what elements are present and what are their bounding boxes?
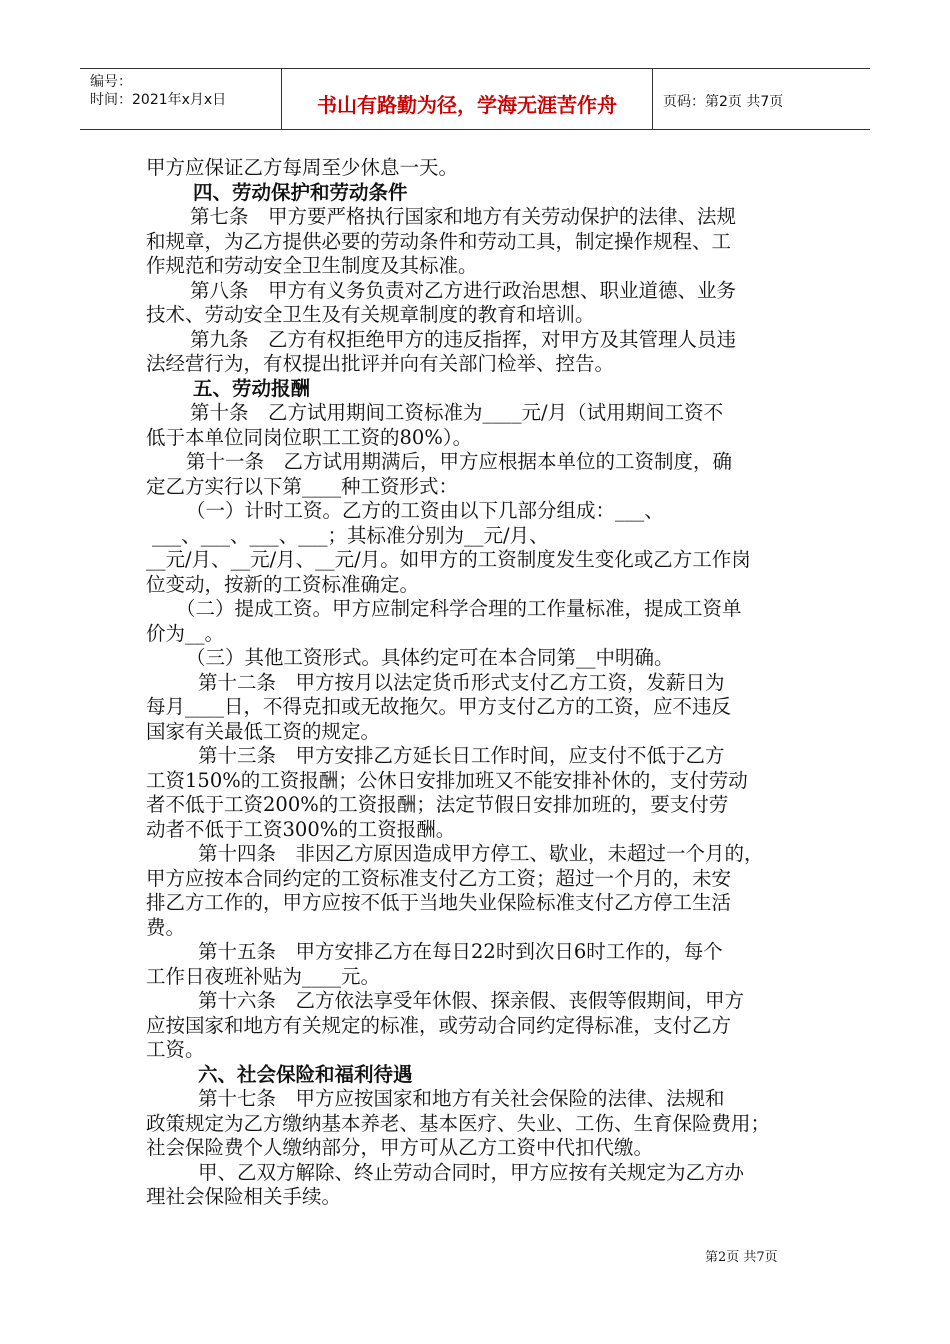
body-line: 应按国家和地方有关规定的标准，或劳动合同约定得标准，支付乙方	[146, 1013, 732, 1037]
section-heading: 六、社会保险和福利待遇	[198, 1062, 413, 1086]
page-header	[80, 68, 870, 130]
article-8: 第八条 甲方有义务负责对乙方进行政治思想、职业道德、业务	[190, 278, 737, 302]
body-line: __元/月、__元/月、__元/月。如甲方的工资制度发生变化或乙方工作岗	[146, 548, 751, 571]
document-body	[146, 156, 811, 1210]
body-line: 甲方应按本合同约定的工资标准支付乙方工资；超过一个月的，未安	[146, 866, 732, 890]
article-10: 第十条 乙方试用期间工资标准为____元/月（试用期间工资不	[190, 401, 724, 424]
article-17: 第十七条 甲方应按国家和地方有关社会保险的法律、法规和	[198, 1087, 725, 1110]
article-11: 第十一条 乙方试用期满后，甲方应根据本单位的工资制度，确	[186, 450, 733, 473]
body-line: 排乙方工作的，甲方应按不低于当地失业保险标准支付乙方停工生活	[146, 891, 732, 914]
body-line: 价为__。	[146, 621, 225, 645]
footer-page-number: 第2页 共7页	[705, 1250, 778, 1265]
wage-form-3: （三）其他工资形式。具体约定可在本合同第__中明确。	[186, 646, 674, 669]
body-line: 甲方应保证乙方每周至少休息一天。	[146, 156, 459, 179]
article-15: 第十五条 甲方安排乙方在每日22时到次日6时工作的，每个	[198, 940, 723, 963]
body-line: 社会保险费个人缴纳部分，甲方可从乙方工资中代扣代缴。	[146, 1136, 654, 1159]
article-14: 第十四条 非因乙方原因造成甲方停工、歇业，未超过一个月的，	[198, 842, 764, 865]
section-heading: 五、劳动报酬	[193, 376, 311, 400]
body-line: 定乙方实行以下第____种工资形式：	[146, 474, 459, 498]
wage-form-1: （一）计时工资。乙方的工资由以下几部分组成：___、	[186, 499, 664, 522]
body-line: 动者不低于工资300%的工资报酬。	[146, 817, 456, 841]
document-date-label: 时间：2021年x月x日	[90, 92, 227, 108]
body-line: 甲、乙双方解除、终止劳动合同时，甲方应按有关规定为乙方办	[198, 1160, 745, 1184]
header-meta-cell	[80, 69, 282, 129]
body-line: 作规范和劳动安全卫生制度及其标准。	[146, 254, 478, 277]
body-line: 工资。	[146, 1038, 205, 1061]
body-line: 低于本单位同岗位职工工资的80%）。	[146, 425, 473, 449]
body-line: 理社会保险相关手续。	[146, 1185, 342, 1208]
body-line: 工资150%的工资报酬；公休日安排加班又不能安排补休的，支付劳动	[146, 768, 748, 792]
article-13: 第十三条 甲方安排乙方延长日工作时间，应支付不低于乙方	[198, 744, 725, 767]
header-motto: 书山有路勤为径，学海无涯苦作舟	[317, 93, 617, 117]
body-line: 技术、劳动安全卫生及有关规章制度的教育和培训。	[146, 303, 595, 326]
document-number-label: 编号：	[90, 74, 132, 90]
body-line: 法经营行为，有权提出批评并向有关部门检举、控告。	[146, 352, 615, 375]
body-line: 每月____日，不得克扣或无故拖欠。甲方支付乙方的工资，应不违反	[146, 695, 732, 718]
body-line: 工作日夜班补贴为____元。	[146, 964, 381, 988]
body-line: 和规章，为乙方提供必要的劳动条件和劳动工具，制定操作规程、工	[146, 229, 732, 253]
section-heading: 四、劳动保护和劳动条件	[193, 180, 408, 204]
header-motto-cell	[282, 69, 653, 129]
body-line: 国家有关最低工资的规定。	[146, 719, 381, 743]
body-line: 费。	[146, 915, 186, 939]
article-9: 第九条 乙方有权拒绝甲方的违反指挥，对甲方及其管理人员违	[190, 327, 737, 351]
article-7: 第七条 甲方要严格执行国家和地方有关劳动保护的法律、法规	[190, 205, 737, 228]
body-line: ___、___、___、___；其标准分别为__元/月、	[152, 523, 549, 547]
body-line: 者不低于工资200%的工资报酬；法定节假日安排加班的，要支付劳	[146, 793, 729, 816]
body-line: 位变动，按新的工资标准确定。	[146, 572, 420, 596]
header-page-cell	[653, 69, 870, 129]
article-16: 第十六条 乙方依法享受年休假、探亲假、丧假等假期间，甲方	[198, 989, 745, 1012]
body-line: 政策规定为乙方缴纳基本养老、基本医疗、失业、工伤、生育保险费用；	[146, 1111, 771, 1135]
header-page-number: 页码：第2页 共7页	[663, 94, 784, 110]
wage-form-2: （二）提成工资。甲方应制定科学合理的工作量标准，提成工资单	[176, 597, 742, 620]
article-12: 第十二条 甲方按月以法定货币形式支付乙方工资，发薪日为	[198, 670, 725, 694]
